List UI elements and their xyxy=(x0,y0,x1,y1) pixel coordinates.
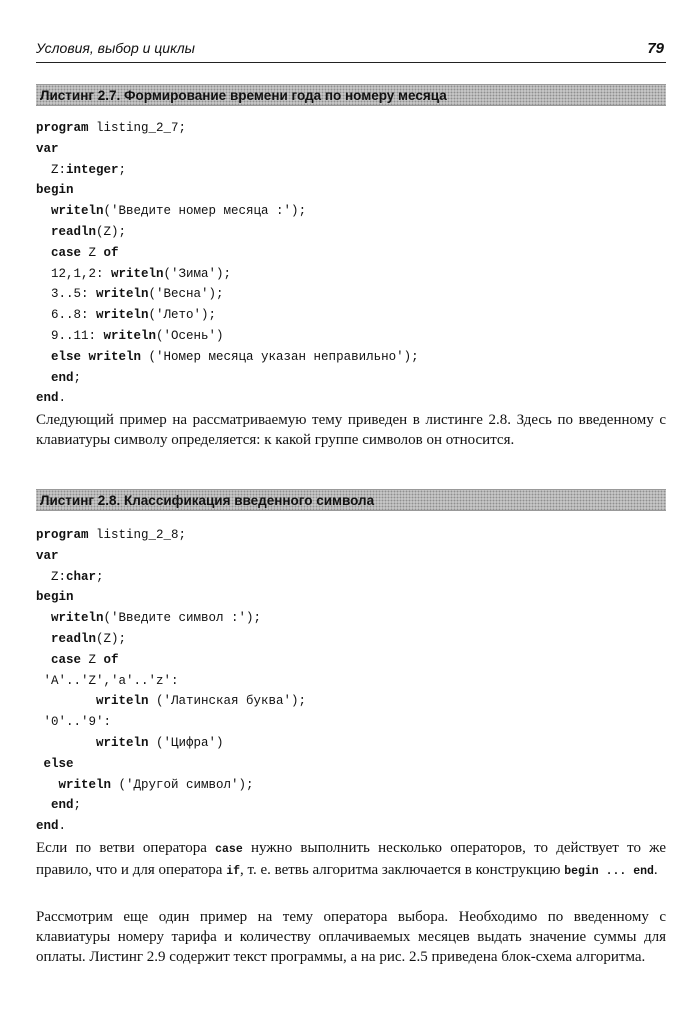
code-text: '0'..'9': xyxy=(36,715,112,730)
code-text: ('Другой символ'); xyxy=(111,777,254,792)
code-keyword: integer xyxy=(66,162,119,177)
code-line xyxy=(36,819,66,833)
code-text: (Z); xyxy=(96,631,127,646)
code-line xyxy=(36,757,74,771)
code-line xyxy=(36,590,74,604)
code-keyword: begin xyxy=(36,183,74,198)
code-keyword: of xyxy=(103,245,119,260)
inline-code-begin-end: begin ... end xyxy=(564,865,654,878)
code-text xyxy=(36,225,51,239)
code-line xyxy=(36,549,59,563)
code-keyword: case xyxy=(51,245,82,260)
code-line xyxy=(36,798,81,812)
code-text: 'A'..'Z','a'..'z': xyxy=(36,673,179,688)
code-keyword: writeln xyxy=(96,735,149,750)
code-keyword: case xyxy=(51,652,82,667)
code-text xyxy=(36,798,51,812)
code-text: Z xyxy=(81,652,104,667)
code-keyword: writeln xyxy=(51,204,104,219)
code-text: ('Весна'); xyxy=(148,287,224,302)
code-line xyxy=(36,736,224,750)
code-text: Z xyxy=(81,245,104,260)
code-keyword: end xyxy=(36,391,59,406)
code-text: listing_2_8; xyxy=(88,528,187,542)
code-text: ; xyxy=(73,370,82,385)
section-title: Условия, выбор и циклы xyxy=(36,40,195,56)
code-keyword: var xyxy=(36,548,59,563)
code-keyword: else xyxy=(43,756,74,771)
code-text xyxy=(36,694,96,708)
code-text: ('Лето'); xyxy=(148,308,217,323)
listing-2-7-code xyxy=(36,118,419,409)
code-line xyxy=(36,350,419,364)
code-line xyxy=(36,225,126,239)
code-text xyxy=(36,778,59,792)
code-text xyxy=(36,736,96,750)
code-text xyxy=(36,350,51,364)
code-line xyxy=(36,142,59,156)
code-keyword: writeln xyxy=(96,308,149,323)
code-keyword: program xyxy=(36,528,89,542)
code-keyword: end xyxy=(36,819,59,834)
paragraph-next-example: Рассмотрим еще один пример на тему оператора выбора. Необходимо по введенному с клавиатуры номеру тарифа и количеству оплачиваемых месяцев выдать значение суммы для оплаты. Листинг 2.9 содержит текст программы, а на рис. 2.5 приведена блок-схема алгоритма. xyxy=(36,909,666,965)
code-text: Z: xyxy=(36,569,67,584)
para-text: Если по ветви оператора xyxy=(36,840,216,856)
code-text xyxy=(36,204,51,218)
listing-2-8-caption: Листинг 2.8. Классификация введенного символа xyxy=(36,489,666,511)
code-text: ('Осень') xyxy=(156,328,224,343)
code-keyword: writeln xyxy=(58,777,112,792)
code-line xyxy=(36,267,231,281)
code-text: listing_2_7; xyxy=(88,121,187,135)
code-text: 12,1,2: xyxy=(36,266,112,281)
code-line xyxy=(36,715,111,729)
code-text: 3..5: xyxy=(36,287,97,302)
code-text: 9..11: xyxy=(36,328,104,343)
para-text: нужно выполнить несколько операторов, то действует то же правило, что и для оператора xyxy=(36,840,667,878)
code-text: ('Введите символ :'); xyxy=(103,611,262,626)
code-keyword: writeln xyxy=(96,287,149,302)
code-text: . xyxy=(58,391,67,406)
code-text xyxy=(36,653,51,667)
code-keyword: char xyxy=(66,569,97,584)
code-line xyxy=(36,653,119,667)
inline-code-case: case xyxy=(215,843,243,856)
code-keyword: end xyxy=(51,798,74,813)
para-text: , т. е. ветвь алгоритма заключается в конструкцию xyxy=(240,862,565,878)
code-text: 6..8: xyxy=(36,308,97,323)
code-keyword: var xyxy=(36,141,59,156)
code-line xyxy=(36,329,224,343)
code-keyword: writeln xyxy=(96,694,149,709)
code-keyword: else writeln xyxy=(51,349,142,364)
code-text xyxy=(36,632,51,646)
code-line xyxy=(36,570,104,584)
listing-2-8-code xyxy=(36,525,306,837)
code-line xyxy=(36,287,224,301)
para-text: . xyxy=(653,862,658,878)
code-text xyxy=(36,757,44,771)
code-line xyxy=(36,778,254,792)
code-line xyxy=(36,632,126,646)
code-keyword: readln xyxy=(51,631,97,646)
code-keyword: writeln xyxy=(111,266,164,281)
code-text: ('Введите номер месяца :'); xyxy=(103,204,307,219)
code-keyword: begin xyxy=(36,590,74,605)
code-text: Z: xyxy=(36,162,67,177)
inline-code-if: if xyxy=(226,865,241,878)
listing-2-7-caption: Листинг 2.7. Формирование времени года по номеру месяца xyxy=(36,84,666,106)
code-line xyxy=(36,371,81,385)
code-line xyxy=(36,246,119,260)
code-text xyxy=(36,611,51,625)
page-number: 79 xyxy=(647,40,664,57)
code-keyword: program xyxy=(36,121,89,135)
code-line xyxy=(36,611,261,625)
code-line xyxy=(36,308,216,322)
paragraph-case-block xyxy=(36,838,666,882)
code-text: ; xyxy=(118,162,127,177)
code-keyword: writeln xyxy=(103,328,157,343)
code-line xyxy=(36,183,74,197)
code-line xyxy=(36,121,186,135)
code-line xyxy=(36,528,186,542)
code-keyword: of xyxy=(103,652,119,667)
code-line xyxy=(36,391,66,405)
code-keyword: end xyxy=(51,370,74,385)
code-text xyxy=(36,371,51,385)
code-text: ('Цифра') xyxy=(148,735,224,750)
code-text: (Z); xyxy=(96,224,127,239)
code-keyword: readln xyxy=(51,224,97,239)
code-line xyxy=(36,204,306,218)
code-line xyxy=(36,163,126,177)
paragraph-intro-listing-2-8: Следующий пример на рассматриваемую тему приведен в листинге 2.8. Здесь по введенному с клавиатуры символу определяется: к какой группе символов он относится. xyxy=(36,412,666,448)
code-line xyxy=(36,674,179,688)
code-text: ; xyxy=(96,569,104,584)
running-header xyxy=(36,38,666,63)
code-text: ; xyxy=(73,798,82,813)
code-text: ('Номер месяца указан неправильно'); xyxy=(141,349,419,364)
code-line xyxy=(36,694,306,708)
code-text xyxy=(36,246,51,260)
code-text: ('Латинская буква'); xyxy=(148,694,307,709)
code-keyword: writeln xyxy=(51,611,104,626)
code-text: ('Зима'); xyxy=(163,266,232,281)
code-text: . xyxy=(58,819,67,834)
